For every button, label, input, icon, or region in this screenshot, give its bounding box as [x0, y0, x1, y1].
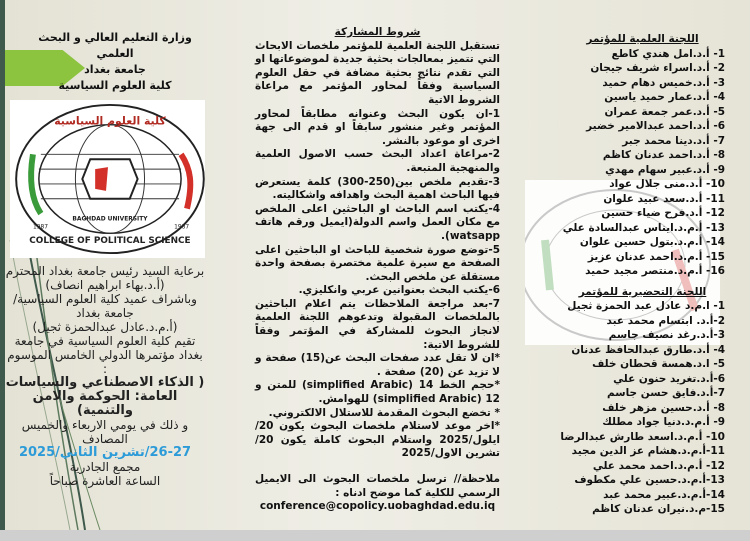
committee-member: 10- أ.م.د.اسعد طارش عبدالرضا	[560, 430, 725, 443]
conditions-intro: تستقبل اللجنة العلمية للمؤتمر ملخصات الابحاث التي تتميز بمعالجات بحثية جديدة لموضوعاتها او التي تقدم نتائج بحثية مضافة في حقل العلوم السياسية وفقاً لمحاور المؤتمر مع مراعاة الشروط الاتية	[255, 39, 500, 106]
logo-year-right: 1987	[174, 224, 190, 231]
university-name: جامعة بغداد	[84, 63, 146, 76]
ministry-name: وزارة التعليم العالي و البحث العلمي	[38, 31, 192, 60]
condition-item: *اخر موعد لاستلام ملخصات البحوث يكون 20/ايلول/2025 واستلام البحوث كاملة يكون 20/تشرين الاول/2025	[255, 420, 500, 460]
committee-member: 6-أ.د.تغريد حنون علي	[613, 372, 725, 385]
logo-year-left: 1987	[32, 224, 48, 231]
committee-member: 9- أ.م.د.دنيا جواد مطلك	[602, 416, 725, 428]
condition-item: *ان لا تقل عدد صفحات البحث عن(15) صفحة و لا تزيد عن (20) صفحة .	[255, 352, 501, 378]
condition-item: 4-يكتب اسم الباحث او الباحثين اعلى الملخص مع مكان العمل واسم الدولة(ايميل ورقم هاتف watsapp).	[255, 202, 500, 242]
committee-member: 10- أ.د.منى جلال عواد	[609, 178, 725, 190]
committee-member: 1- أ.د.امل هندي كاطع	[611, 47, 725, 60]
dean-line: وباشراف عميد كلية العلوم السياسية/جامعة بغداد	[13, 292, 197, 320]
condition-item: 5-توضع صورة شخصية للباحث او الباحثين اعلى الصفحة مع سيرة علمية مختصرة بصفحة واحدة مستقلة عن ملخص البحث.	[255, 243, 500, 283]
committee-member: 13-أ.م.د.حسين علي مكطوف	[574, 474, 725, 486]
committee-member: 3-أ.د.رغد نصيف جاسم	[608, 329, 725, 341]
committee-member: 2- أ.د.اسراء شريف جيجان	[590, 62, 725, 74]
condition-item: *حجم الخط 14 (simplified Arabic) للمتن و 12 (simplified Arabic) للهوامش.	[255, 379, 500, 406]
preparatory-committee-list	[510, 299, 725, 517]
conference-days: و ذلك في يومي الاربعاء والخميس المصادف	[21, 418, 189, 446]
condition-item: 7-بعد مراجعة الملاحظات يتم اعلام الباحثين بالملخصات المقبولة وتدعوهم اللجنة العلمية لانجاز البحوث للمشاركة في المؤتمر وفقاً للشروط الاتية:	[255, 297, 500, 351]
committee-member: 8- أ.د.حسين مزهر خلف	[602, 401, 725, 414]
committee-member: 4- أ.د.طارق عبدالحافظ عدنان	[571, 343, 725, 356]
logo-arabic-text: كلية العلوم السياسية	[54, 114, 166, 128]
condition-item: 6-يكتب البحث بعنوانين عربي وانكليزي.	[298, 284, 500, 297]
condition-item: 3-تقديم ملخص بين(250-300) كلمة يستعرض فيها الباحث اهمية البحث واهدافه واشكاليته.	[255, 175, 500, 202]
committee-member: 2-أ.د. ابتسام محمد عبد	[606, 314, 725, 327]
committee-member: 7-أ.د.فايق حسن جاسم	[607, 387, 725, 399]
logo-university-text: BAGHDAD UNIVERSITY	[72, 216, 148, 223]
committee-member: 8- أ.د.احمد عدنان كاظم	[602, 149, 725, 161]
colon: :	[102, 362, 108, 376]
conference-theme: ( الذكاء الاصطناعي والسياسات العامة: الحوكمة والامن والتنمية)	[5, 375, 205, 418]
committee-member: 11-أ.م.د.هشام عز الدين مجيد	[571, 445, 725, 457]
committee-member: 12- أ.د.فرح ضياء حسين	[601, 207, 725, 219]
committee-member: 4- أ.د.عمار حميد ياسين	[604, 91, 725, 103]
committee-member: 12- أ.م.د.احمد محمد علي	[592, 459, 725, 472]
preparatory-committee-title: اللجنة التحضيرية للمؤتمر	[578, 285, 707, 298]
committee-member: 14- أ.م.د.بتول حسين علوان	[579, 236, 725, 248]
committee-member: 7- أ.د.دينا محمد جبر	[622, 134, 725, 147]
committee-member: 9- أ.د.عبير سهام مهدي	[605, 163, 725, 176]
conditions-title: شروط المشاركة	[334, 26, 421, 38]
logo-college-text: COLLEGE OF POLITICAL SCIENCE	[29, 236, 191, 247]
committee-member: 14-أ.م.د.عبير محمد عبد	[603, 488, 725, 501]
scientific-committee-list	[510, 47, 725, 279]
committee-member: 5- ا.د.همسة قحطان خلف	[592, 358, 725, 370]
submission-note: ملاحظة// ترسل ملخصات البحوث الى الايميل الرسمي للكلية كما موضح ادناه :	[255, 473, 500, 499]
institution-header	[20, 30, 210, 94]
committee-member: 6- أ.د.احمد عبدالامير خضير	[586, 120, 725, 132]
committee-member: 13- أ.م.د.ايناس عبدالسادة علي	[562, 221, 725, 234]
committee-member: 11- أ.د.سعد عبيد علوان	[603, 192, 725, 205]
conference-intro: تقيم كلية العلوم السياسية في جامعة بغداد مؤتمرها الدولي الخامس الموسوم	[7, 334, 203, 362]
committee-member: 3- أ.د.خميس دهام حميد	[602, 76, 725, 89]
committee-member: 5- أ.د.عمر جمعة عمران	[604, 105, 725, 118]
bottom-strip	[0, 530, 750, 541]
college-name: كلية العلوم السياسية	[58, 79, 172, 92]
condition-item: 1-ان يكون البحث وعنوانه مطابقاً لمحاور المؤتمر وغير منشور سابقاً او قدم الى جهة اخرى او موعود بالنشر.	[255, 107, 500, 147]
college-logo	[10, 100, 205, 258]
committee-member: 15- أ.م.د.احمد عدنان عزيز	[587, 250, 725, 263]
conference-venue: مجمع الجادرية	[69, 460, 141, 474]
committee-member: 15-م.د.نيران عدنان كاظم	[592, 503, 725, 515]
condition-item: * تخضع البحوث المقدمة للاستلال الالكتروني.	[268, 406, 500, 419]
conference-date: 26-27/تشرين الثاني/2025	[18, 445, 192, 460]
president-name: (أ.د.بهاء ابراهيم انصاف)	[45, 278, 165, 292]
dean-name: (أ.م.د.عادل عبدالحمزة ثجيل)	[32, 320, 178, 334]
patronage-text	[5, 264, 205, 488]
condition-item: 2-مراعاة اعداد البحث حسب الاصول العلمية والمنهجية المتبعة.	[255, 148, 500, 174]
committees	[510, 32, 725, 517]
conference-email-link[interactable]: conference@copolicy.uobaghdad.edu.iq	[259, 500, 496, 513]
committee-member: 1- ا.م.د عادل عبد الحمزة ثجيل	[567, 300, 725, 312]
scientific-committee-title: اللجنة العلمية للمؤتمر	[586, 33, 699, 45]
conference-time: الساعة العاشرة صباحاً	[49, 474, 161, 488]
participation-conditions	[255, 26, 500, 514]
committee-member: 16- أ.م.د.منتصر مجيد حميد	[585, 265, 725, 277]
patronage-line: برعاية السيد رئيس جامعة بغداد المحترم	[5, 264, 205, 278]
